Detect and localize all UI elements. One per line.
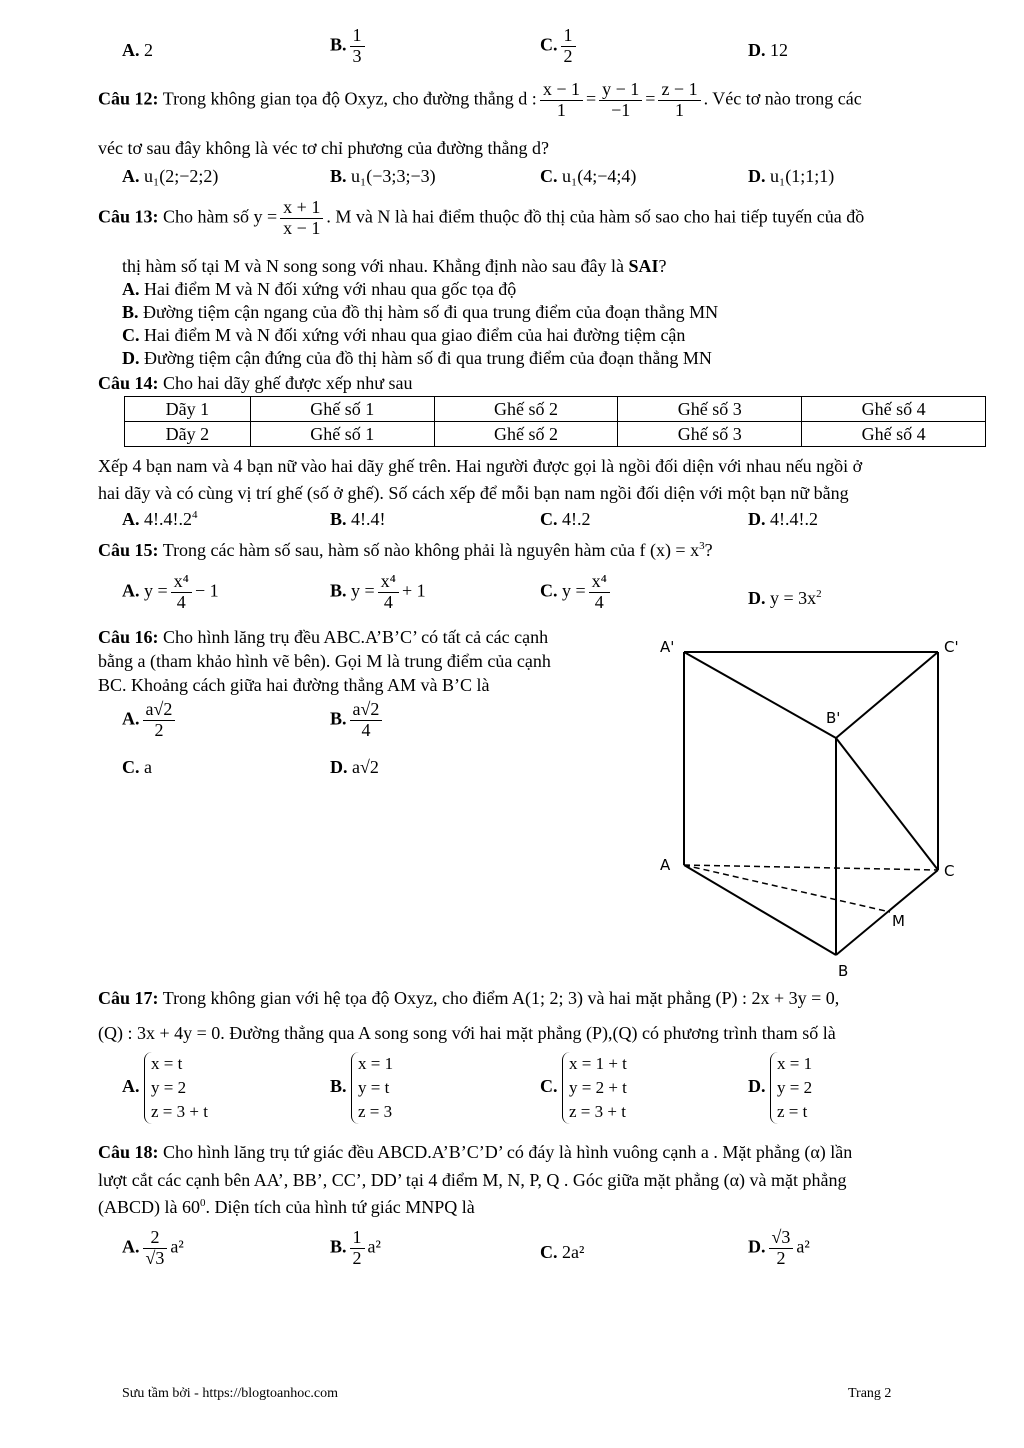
table-cell: Ghế số 2 (434, 397, 618, 422)
q18-answer-d: D. $\frac{√3}{2}$ a² (748, 1227, 810, 1268)
q13-stem: Câu 13: Cho hàm số y = $\frac{x + 1}{x - 1}$ . M và N là hai điểm thuộc đồ thị của hàm số sao cho hai tiếp tuyến của đồ (98, 197, 865, 238)
q17-stem: Câu 17: Trong không gian với hệ tọa độ Oxyz, cho điểm A(1; 2; 3) và hai mặt phẳng (P) : 2x + 3y = 0, (98, 988, 840, 1008)
q13-answer-b: B. Đường tiệm cận ngang của đồ thị hàm số đi qua trung điểm của đoạn thẳng MN (122, 302, 719, 322)
q16-stem: Câu 16: Cho hình lăng trụ đều ABC.A’B’C’ có tất cả các cạnh (98, 627, 549, 647)
q13-answer-a: A. Hai điểm M và N đối xứng với nhau qua gốc tọa độ (122, 279, 517, 299)
table-row (125, 422, 986, 447)
table-cell: Dãy 1 (125, 397, 251, 422)
q18-stem-line2: lượt cắt các cạnh bên AA’, BB’, CC’, DD’ tại 4 điểm M, N, P, Q . Góc giữa mặt phẳng (α) và mặt phẳng (98, 1170, 847, 1190)
q12-answer-a: A. u₁(2;−2;2) (122, 166, 219, 186)
edge-c1b1 (836, 652, 938, 738)
table-row (125, 397, 986, 422)
q12-answer-c: C. u₁(4;−4;4) (540, 166, 637, 186)
q15-answer-a: A. y = $\frac{\text{x⁴}}{4}$ − 1 (122, 571, 219, 612)
q15-answer-d: D. $y = 3x^2$ (748, 588, 822, 608)
label-b1: B' (826, 709, 841, 727)
q11-answer-b: B. $\frac{1}{3}$ (330, 26, 368, 67)
q18-answer-c: C. 2a² (540, 1242, 585, 1262)
q16-answer-d: D. a√2 (330, 757, 379, 777)
q15-stem: Câu 15: Trong các hàm số sau, hàm số nào không phải là nguyên hàm của f $(x) = x^3$? (98, 540, 713, 560)
q14-answer-d: D. 4!.4!.2 (748, 509, 818, 529)
table-cell: Dãy 2 (125, 422, 251, 447)
edge-ac-hidden (684, 865, 938, 870)
footer-source: Sưu tầm bởi - https://blogtoanhoc.com (122, 1386, 339, 1401)
q14-answer-b: B. 4!.4! (330, 509, 386, 529)
table-cell: Ghế số 2 (434, 422, 618, 447)
q16-answer-b: B. $\frac{a√2}{4}$ (330, 700, 385, 741)
edge-a1b1 (684, 652, 836, 738)
q13-answer-c: C. Hai điểm M và N đối xứng với nhau qua giao điểm của hai đường tiệm cận (122, 325, 686, 345)
q13-answer-d: D. Đường tiệm cận đứng của đồ thị hàm số đi qua trung điểm của đoạn thẳng MN (122, 348, 712, 368)
q15-answer-b: B. y = $\frac{\text{x⁴}}{4}$ + 1 (330, 571, 426, 612)
q17-answer-c: C. x = 1 + t y = 2 + t z = 3 + t (540, 1052, 627, 1124)
label-a: A (660, 856, 671, 874)
table-cell: Ghế số 3 (618, 397, 802, 422)
q14-answer-c: C. 4!.2 (540, 509, 591, 529)
q15-answer-c: C. y = $\frac{\text{x⁴}}{4}$ (540, 572, 613, 613)
label-c: C (944, 862, 955, 880)
q16-answer-a: A. $\frac{a√2}{2}$ (122, 700, 178, 741)
label-m: M (892, 912, 905, 930)
q17-answer-d: D. x = 1 y = 2 z = t (748, 1052, 812, 1124)
table-cell: Ghế số 3 (618, 422, 802, 447)
q13-stem-line2: thị hàm số tại M và N song song với nhau. Khẳng định nào sau đây là SAI? (122, 256, 667, 276)
q16-stem-line3: BC. Khoảng cách giữa hai đường thẳng AM và B’C là (98, 675, 490, 695)
q16-stem-line2: bằng a (tham khảo hình vẽ bên). Gọi M là trung điểm của cạnh (98, 651, 551, 671)
q12-answer-b: B. u₁(−3;3;−3) (330, 166, 436, 186)
q12-stem-line2: véc tơ sau đây không là véc tơ chỉ phương của đường thẳng d? (98, 138, 549, 158)
table-cell: Ghế số 4 (802, 397, 986, 422)
label-b: B (838, 962, 849, 980)
q11-answer-a: A. 2 (122, 40, 153, 60)
q18-stem-line3: (ABCD) là $60^0$. Diện tích của hình tứ giác MNPQ là (98, 1197, 475, 1217)
edge-bc (836, 870, 938, 955)
q12-answer-d: D. u₁(1;1;1) (748, 166, 835, 186)
q14-answer-a: A. $4!.4!.2^4$ (122, 509, 198, 529)
q14-stem: Câu 14: Cho hai dãy ghế được xếp như sau (98, 373, 413, 393)
q17-answer-b: B. x = 1 y = t z = 3 (330, 1052, 393, 1124)
label-a1: A' (660, 638, 675, 656)
seat-table (124, 396, 986, 447)
footer-page-number: Trang 2 (848, 1386, 892, 1401)
edge-b1c (836, 738, 938, 870)
q18-stem: Câu 18: Cho hình lăng trụ tứ giác đều ABCD.A’B’C’D’ có đáy là hình vuông cạnh a . Mặt phẳng (α) lần (98, 1142, 853, 1162)
q17-stem-line2: (Q) : 3x + 4y = 0. Đường thẳng qua A song song với hai mặt phẳng (P),(Q) có phương trình tham số là (98, 1023, 836, 1043)
q14-para1: Xếp 4 bạn nam và 4 bạn nữ vào hai dãy ghế trên. Hai người được gọi là ngồi đối diện với nhau nếu ngồi ở (98, 456, 863, 476)
edge-ab (684, 865, 836, 955)
segment-am-hidden (684, 865, 890, 912)
label-c1: C' (944, 638, 959, 656)
q14-para2: hai dãy và có cùng vị trí ghế (số ở ghế). Số cách xếp để mỗi bạn nam ngồi đối diện với một bạn nữ bằng (98, 483, 849, 503)
table-cell: Ghế số 1 (250, 397, 434, 422)
q18-answer-a: A. $\frac{2}{√3}$ a² (122, 1227, 184, 1268)
q11-answer-c: C. $\frac{1}{2}$ (540, 26, 579, 67)
table-cell: Ghế số 4 (802, 422, 986, 447)
q12-stem: Câu 12: Trong không gian tọa độ Oxyz, cho đường thẳng d : $\frac{x - 1}{1}$ = $\frac{y - 1}{-1}$ = $\frac{z - 1}{1}$ . Véc tơ nào trong các (98, 79, 862, 120)
q11-answer-d: D. 12 (748, 40, 788, 60)
prism-figure (650, 630, 970, 982)
q16-answer-c: C. a (122, 757, 152, 777)
q17-answer-a: A. x = t y = 2 z = 3 + t (122, 1052, 208, 1124)
q18-answer-b: B. $\frac{1}{2}$ a² (330, 1227, 381, 1268)
table-cell: Ghế số 1 (250, 422, 434, 447)
